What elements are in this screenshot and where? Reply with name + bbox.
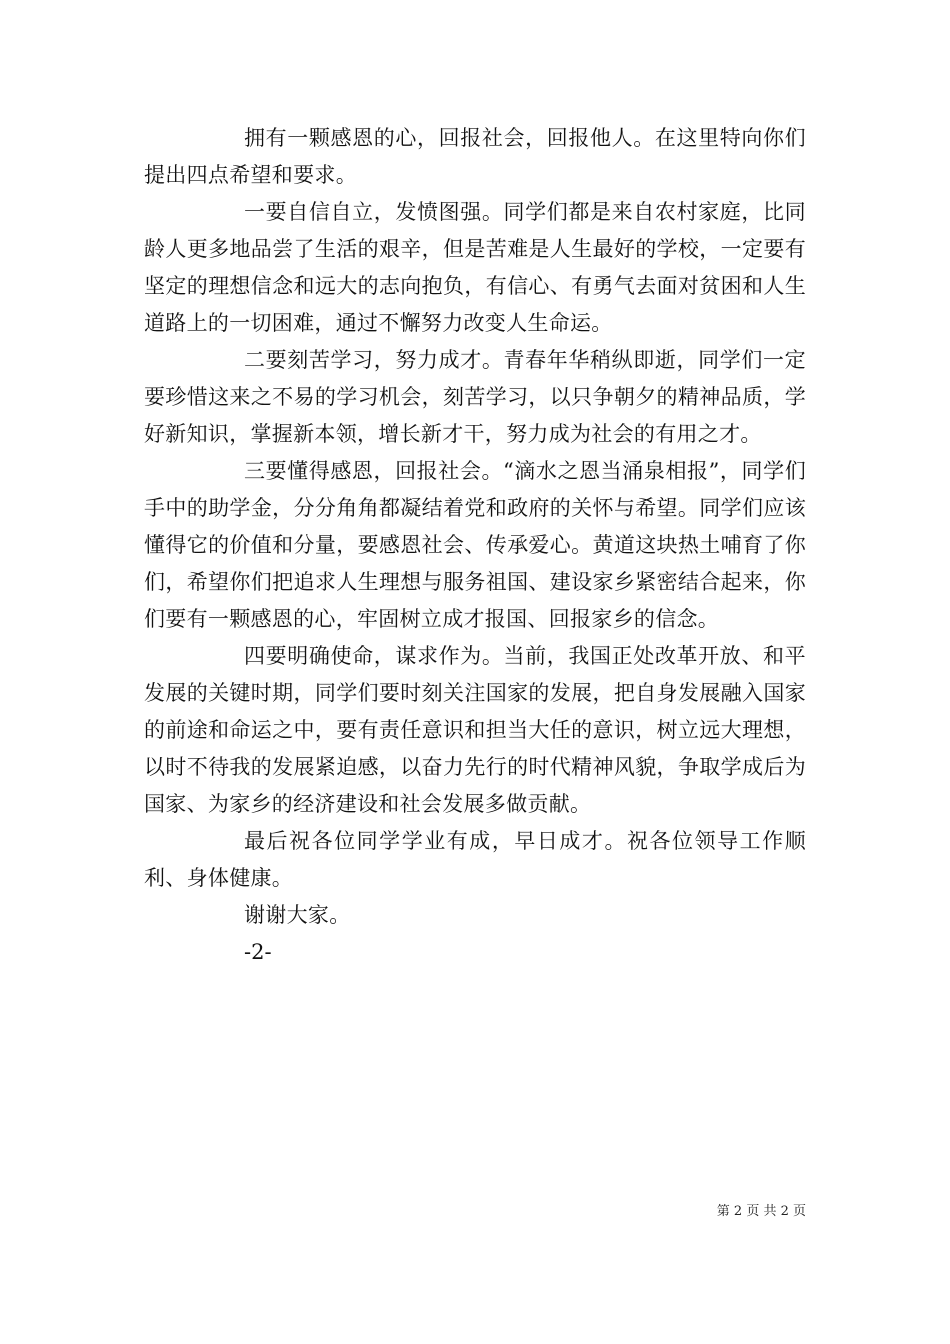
document-body	[144, 120, 806, 971]
paragraph-thanks: 谢谢大家。	[244, 903, 351, 927]
paragraph-point-one: 一要自信自立，发愤图强。同学们都是来自农村家庭，比同龄人更多地品尝了生活的艰辛，但是苦难是人生最好的学校，一定要有坚定的理想信念和远大的志向抱负，有信心、有勇气去面对贫困和人生道路上的一切困难，通过不懈努力改变人生命运。	[144, 200, 806, 335]
page-footer: 第 2 页 共 2 页	[716, 1204, 806, 1219]
paragraph-intro: 拥有一颗感恩的心，回报社会，回报他人。在这里特向你们提出四点希望和要求。	[144, 126, 806, 187]
paragraph-closing-wishes: 最后祝各位同学学业有成，早日成才。祝各位领导工作顺利、身体健康。	[144, 829, 806, 890]
paragraph-point-three: 三要懂得感恩，回报社会。“滴水之恩当涌泉相报”，同学们手中的助学金，分分角角都凝结着党和政府的关怀与希望。同学们应该懂得它的价值和分量，要感恩社会、传承爱心。黄道这块热土哺育了你们，希望你们把追求人生理想与服务祖国、建设家乡紧密结合起来，你们要有一颗感恩的心，牢固树立成才报国、回报家乡的信念。	[144, 459, 806, 631]
paragraph-point-four: 四要明确使命，谋求作为。当前，我国正处改革开放、和平发展的关键时期，同学们要时刻关注国家的发展，把自身发展融入国家的前途和命运之中，要有责任意识和担当大任的意识，树立远大理想，以时不待我的发展紧迫感，以奋力先行的时代精神风貌，争取学成后为国家、为家乡的经济建设和社会发展多做贡献。	[144, 644, 806, 816]
inline-page-number: -2-	[244, 940, 272, 964]
paragraph-point-two: 二要刻苦学习，努力成才。青春年华稍纵即逝，同学们一定要珍惜这来之不易的学习机会，刻苦学习，以只争朝夕的精神品质，学好新知识，掌握新本领，增长新才干，努力成为社会的有用之才。	[144, 348, 806, 446]
